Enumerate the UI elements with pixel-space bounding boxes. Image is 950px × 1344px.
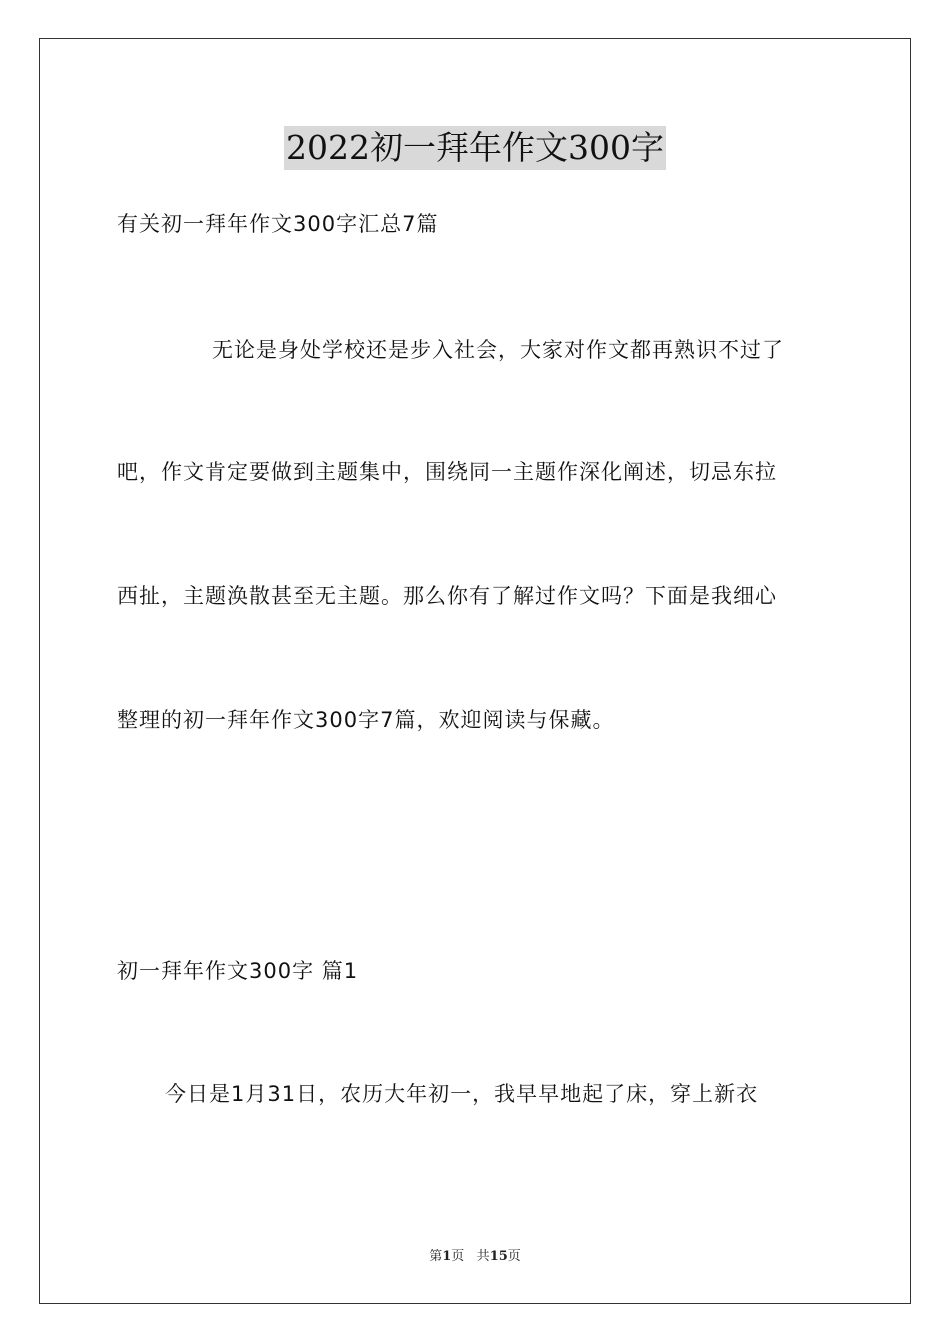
page-footer <box>0 1248 950 1266</box>
intro-line-3: 西扯，主题涣散甚至无主题。那么你有了解过作文吗？下面是我细心 <box>117 584 777 608</box>
intro-line-2: 吧，作文肯定要做到主题集中，围绕同一主题作深化阐述，切忌东拉 <box>117 460 777 484</box>
footer-page-suffix: 页 <box>451 1249 465 1264</box>
document-title: 2022初一拜年作文300字 <box>284 126 666 170</box>
footer-page-prefix: 第 <box>429 1249 443 1264</box>
footer-page-number: 1 <box>442 1249 452 1264</box>
footer-total-pages: 15 <box>489 1249 508 1264</box>
section-heading: 初一拜年作文300字 篇1 <box>117 959 359 983</box>
footer-total-prefix: 共 <box>476 1249 490 1264</box>
intro-line-1: 无论是身处学校还是步入社会，大家对作文都再熟识不过了 <box>212 338 784 362</box>
section-first-line: 今日是1月31日，农历大年初一，我早早地起了床，穿上新衣 <box>165 1082 759 1106</box>
footer-total-suffix: 页 <box>507 1249 521 1264</box>
document-subtitle: 有关初一拜年作文300字汇总7篇 <box>117 212 439 236</box>
intro-line-4: 整理的初一拜年作文300字7篇，欢迎阅读与保藏。 <box>117 708 615 732</box>
title-container <box>0 126 950 170</box>
